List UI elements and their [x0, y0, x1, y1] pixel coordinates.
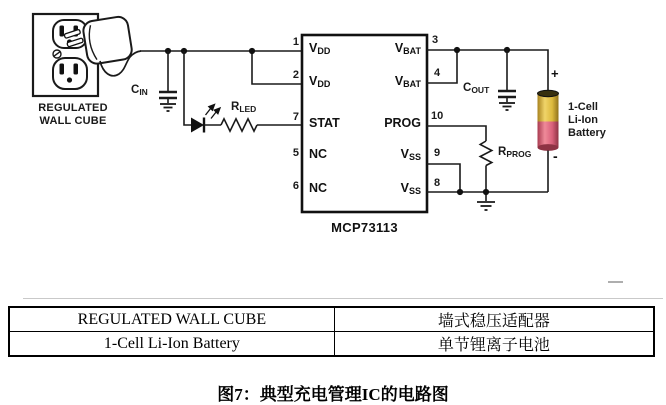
pin-label-vbat-1: $V_{BAT}$ — [394, 41, 421, 56]
pin-label-stat: STAT — [309, 116, 340, 130]
pin-number-2: 2 — [292, 69, 299, 81]
pin-label-vss-1: $V_{SS}$ — [400, 147, 421, 162]
pin-number-3: 3 — [432, 34, 439, 46]
pin-label-vbat-2: $V_{BAT}$ — [394, 74, 421, 89]
pin-number-6: 6 — [292, 180, 299, 192]
pin-number-8: 8 — [434, 177, 441, 189]
figure-caption: 图7：典型充电管理IC的电路图 — [217, 385, 449, 404]
wall-cube-label: REGULATED WALL CUBE — [38, 102, 108, 127]
table-row — [9, 307, 654, 332]
led-icon — [184, 51, 220, 133]
pin-number-5: 5 — [292, 147, 299, 159]
pin-label-prog: PROG — [384, 116, 421, 130]
table-top-rule — [23, 298, 663, 299]
pin-number-10: 10 — [431, 110, 444, 122]
battery-minus-sign: - — [553, 148, 558, 164]
cin-label: $C_{IN}$ — [131, 84, 148, 97]
battery-plus-sign: + — [551, 66, 559, 81]
pin-label-nc-2: NC — [309, 181, 328, 195]
table-row — [9, 332, 654, 357]
input-rail-wires — [140, 51, 302, 84]
pin-number-7: 7 — [292, 111, 299, 123]
rled-label: $R_{LED}$ — [231, 101, 257, 114]
pin-number-4: 4 — [434, 67, 441, 79]
ground-icon — [499, 103, 515, 110]
table-cell-zh: 单节锂离子电池 — [334, 332, 654, 357]
ground-icon — [477, 202, 495, 210]
pin-label-vdd-2: $V_{DD}$ — [309, 74, 331, 89]
table-cell-zh: 墙式稳压适配器 — [334, 307, 654, 332]
cin-capacitor-symbol — [159, 51, 177, 111]
pin-label-vdd-1: $V_{DD}$ — [309, 41, 331, 56]
battery-label: 1-Cell Li-Ion Battery — [568, 101, 606, 139]
pin-label-vss-2: $V_{SS}$ — [400, 181, 421, 196]
pin-number-9: 9 — [434, 147, 441, 159]
pin-label-nc-1: NC — [309, 147, 328, 161]
ic-part-number: MCP73113 — [331, 220, 398, 235]
pin-number-1: 1 — [292, 36, 299, 48]
led-emission-arrows — [206, 105, 221, 119]
translation-table — [8, 306, 655, 357]
table-cell-en: 1-Cell Li-Ion Battery — [9, 332, 334, 357]
rprog-label: $R_{PROG}$ — [498, 146, 532, 159]
ground-icon — [160, 104, 176, 111]
cout-label: $C_{OUT}$ — [463, 82, 490, 95]
table-cell-en: REGULATED WALL CUBE — [9, 307, 334, 332]
battery-icon — [538, 90, 559, 192]
cout-capacitor-symbol — [498, 50, 516, 110]
